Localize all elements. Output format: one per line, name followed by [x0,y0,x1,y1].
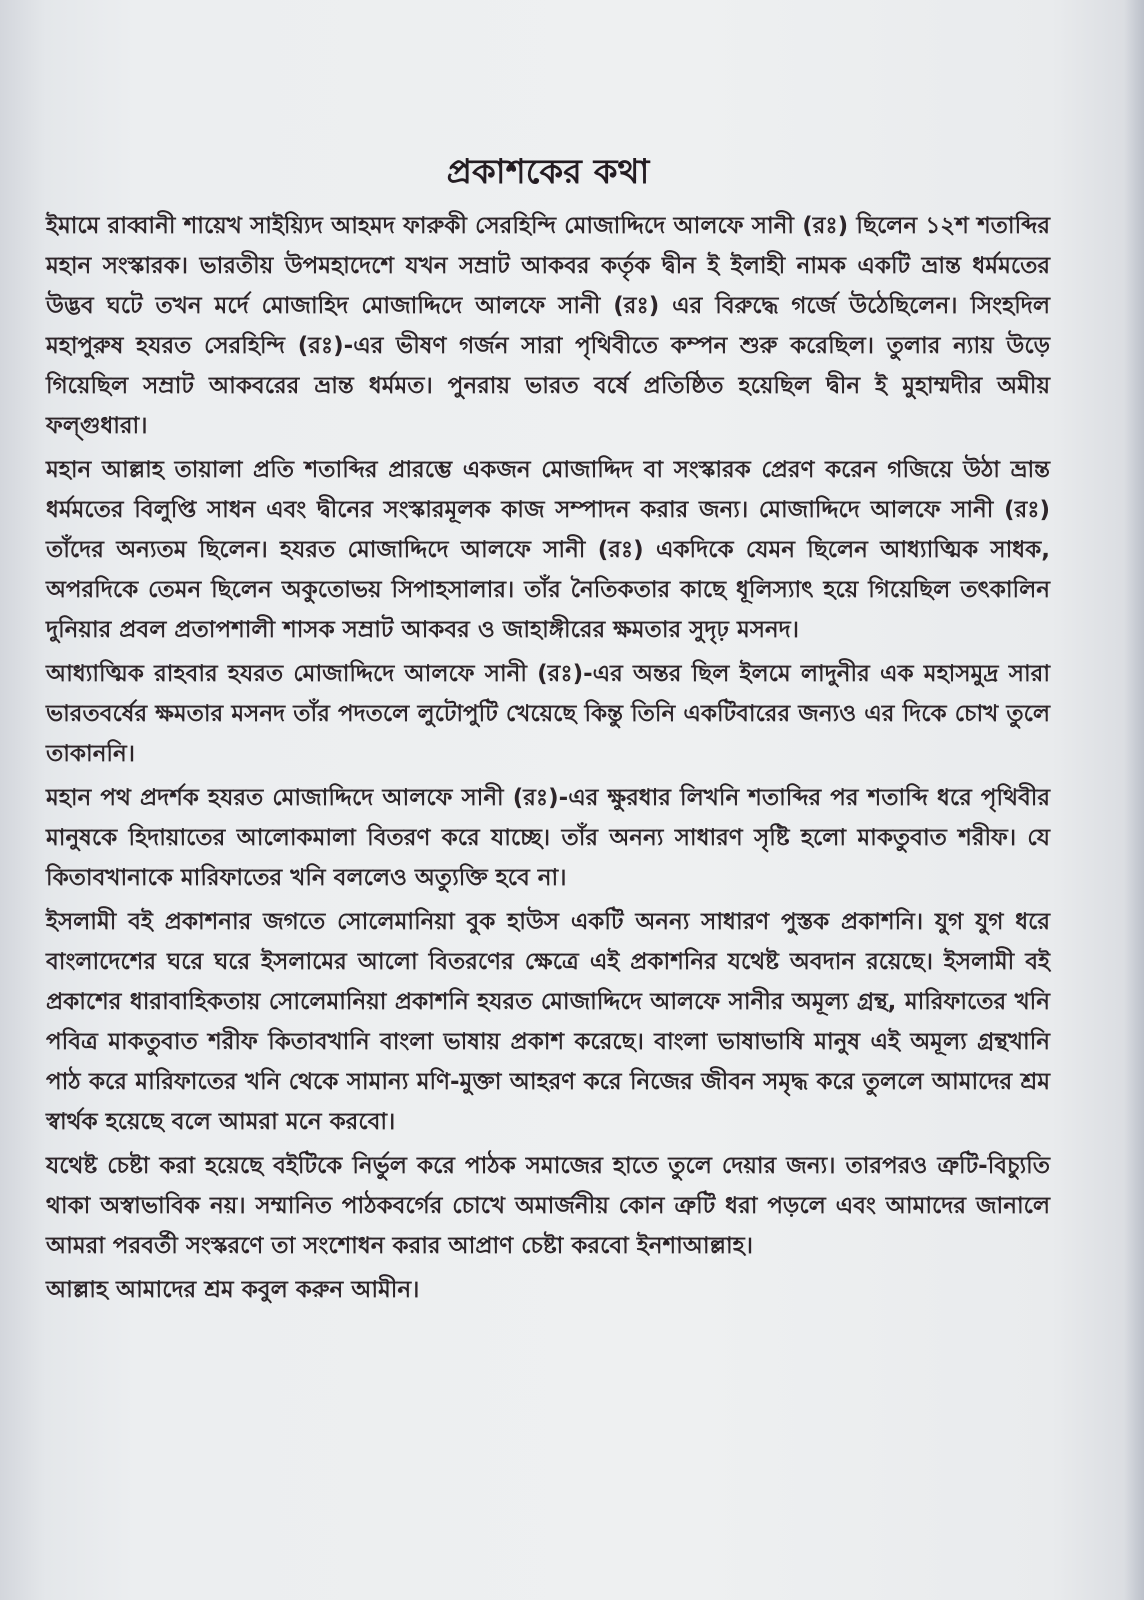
paragraph-4: মহান পথ প্রদর্শক হযরত মোজাদ্দিদে আলফে সানী (রঃ)-এর ক্ষুরধার লিখনি শতাব্দির পর শতাব্দি ধরে পৃথিবীর মানুষকে হিদায়াতের আলোকমালা বিতরণ করে যাচ্ছে। তাঁর অনন্য সাধারণ সৃষ্টি হলো মাকতুবাত শরীফ। যে কিতাবখানাকে মারিফাতের খনি বললেও অত্যুক্তি হবে না। [46,785,1050,892]
page-content [46,150,1050,1314]
paragraph-6: যথেষ্ট চেষ্টা করা হয়েছে বইটিকে নির্ভুল করে পাঠক সমাজের হাতে তুলে দেয়ার জন্য। তারপরও ত্রুটি-বিচ্যুতি থাকা অস্বাভাবিক নয়। সম্মানিত পাঠকবর্গের চোখে অমার্জনীয় কোন ত্রুটি ধরা পড়লে এবং আমাদের জানালে আমরা পরবর্তী সংস্করণে তা সংশোধন করার আপ্রাণ চেষ্টা করবো ইনশাআল্লাহ। [46,1153,1050,1260]
page-edge-shadow [1124,0,1144,1600]
paragraph-3: আধ্যাত্মিক রাহবার হযরত মোজাদ্দিদে আলফে সানী (রঃ)-এর অন্তর ছিল ইলমে লাদুনীর এক মহাসমুদ্র সারা ভারতবর্ষের ক্ষমতার মসনদ তাঁর পদতলে লুটোপুটি খেয়েছে কিন্তু তিনি একটিবারের জন্যও এর দিকে চোখ তুলে তাকাননি। [46,661,1050,768]
paragraph-7: আল্লাহ আমাদের শ্রম কবুল করুন আমীন। [46,1277,420,1304]
page-title: প্রকাশকের কথা [446,152,650,192]
paragraph-2: মহান আল্লাহ তায়ালা প্রতি শতাব্দির প্রারম্ভে একজন মোজাদ্দিদ বা সংস্কারক প্রেরণ করেন গজিয়ে উঠা ভ্রান্ত ধর্মমতের বিলুপ্তি সাধন এবং দ্বীনের সংস্কারমূলক কাজ সম্পাদন করার জন্য। মোজাদ্দিদে আলফে সানী (রঃ) তাঁদের অন্যতম ছিলেন। হযরত মোজাদ্দিদে আলফে সানী (রঃ) একদিকে যেমন ছিলেন আধ্যাত্মিক সাধক, অপরদিকে তেমন ছিলেন অকুতোভয় সিপাহসালার। তাঁর নৈতিকতার কাছে ধূলিস্যাৎ হয়ে গিয়েছিল তৎকালিন দুনিয়ার প্রবল প্রতাপশালী শাসক সম্রাট আকবর ও জাহাঙ্গীরের ক্ষমতার সুদৃঢ় মসনদ। [46,457,1050,644]
paragraph-5: ইসলামী বই প্রকাশনার জগতে সোলেমানিয়া বুক হাউস একটি অনন্য সাধারণ পুস্তক প্রকাশনি। যুগ যুগ ধরে বাংলাদেশের ঘরে ঘরে ইসলামের আলো বিতরণের ক্ষেত্রে এই প্রকাশনির যথেষ্ট অবদান রয়েছে। ইসলামী বই প্রকাশের ধারাবাহিকতায় সোলেমানিয়া প্রকাশনি হযরত মোজাদ্দিদে আলফে সানীর অমূল্য গ্রন্থ, মারিফাতের খনি পবিত্র মাকতুবাত শরীফ কিতাবখানি বাংলা ভাষায় প্রকাশ করেছে। বাংলা ভাষাভাষি মানুষ এই অমূল্য গ্রন্থখানি পাঠ করে মারিফাতের খনি থেকে সামান্য মণি-মুক্তা আহরণ করে নিজের জীবন সমৃদ্ধ করে তুললে আমাদের শ্রম স্বার্থক হয়েছে বলে আমরা মনে করবো। [46,909,1050,1136]
paragraph-1: ইমামে রাব্বানী শায়েখ সাইয়্যিদ আহমদ ফারুকী সেরহিন্দি মোজাদ্দিদে আলফে সানী (রঃ) ছিলেন ১২শ শতাব্দির মহান সংস্কারক। ভারতীয় উপমহাদেশে যখন সম্রাট আকবর কর্তৃক দ্বীন ই ইলাহী নামক একটি ভ্রান্ত ধর্মমতের উদ্ভব ঘটে তখন মর্দে মোজাহিদ মোজাদ্দিদে আলফে সানী (রঃ) এর বিরুদ্ধে গর্জে উঠেছিলেন। সিংহদিল মহাপুরুষ হযরত সেরহিন্দি (রঃ)-এর ভীষণ গর্জন সারা পৃথিবীতে কম্পন শুরু করেছিল। তুলার ন্যায় উড়ে গিয়েছিল সম্রাট আকবরের ভ্রান্ত ধর্মমত। পুনরায় ভারত বর্ষে প্রতিষ্ঠিত হয়েছিল দ্বীন ই মুহাম্মদীর অমীয় ফল্গুধারা। [46,213,1050,440]
